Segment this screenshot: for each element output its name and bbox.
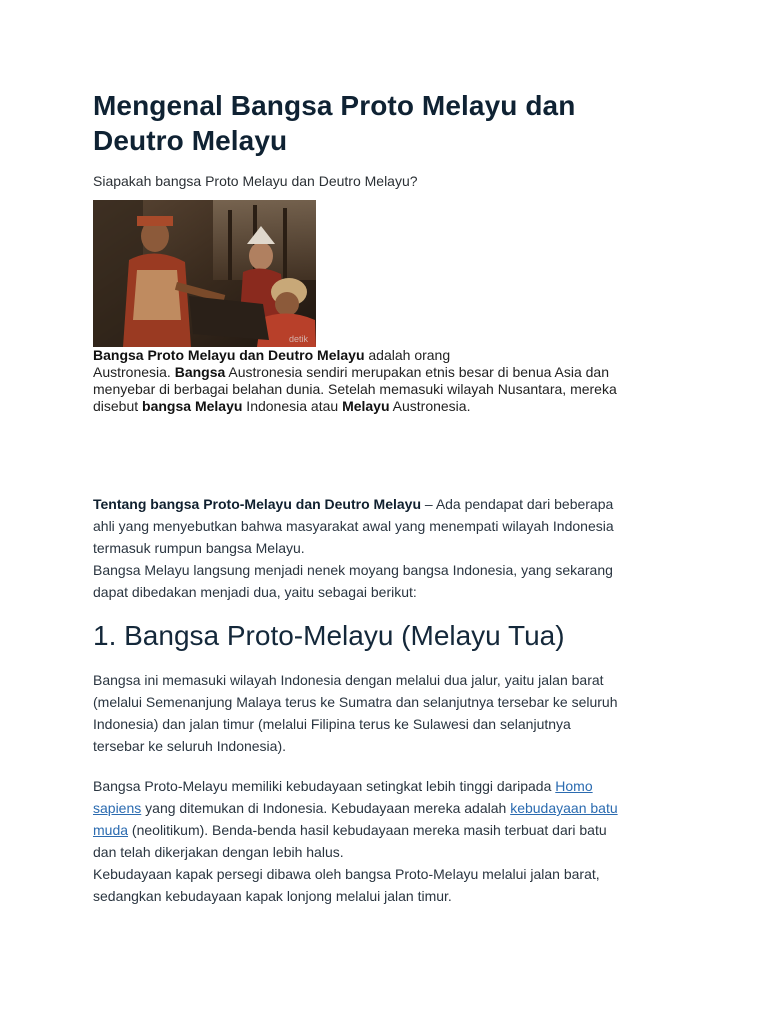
para1-line-2: (melalui Semenanjung Malaya terus ke Sumatra dan selanjutnya tersebar ke seluruh xyxy=(93,694,618,710)
para2-text-4: dan telah dikerjakan dengan lebih halus. xyxy=(93,844,344,860)
section-about xyxy=(93,493,683,603)
kebudayaan-batu-muda-link[interactable]: kebudayaan batu xyxy=(510,800,618,816)
section-about-line-2: ahli yang menyebutkan bahwa masyarakat awal yang menempati wilayah Indonesia xyxy=(93,518,614,534)
intro-text-6: Indonesia atau xyxy=(242,398,343,414)
people-photo-icon xyxy=(93,200,316,347)
page-title xyxy=(93,88,683,158)
intro-bold-4: Melayu xyxy=(342,398,390,414)
title-line-2: Deutro Melayu xyxy=(93,125,288,156)
intro-text-2: Austronesia. xyxy=(93,364,175,380)
para1-line-1: Bangsa ini memasuki wilayah Indonesia dengan melalui dua jalur, yaitu jalan barat xyxy=(93,672,604,688)
intro-text-1: adalah orang xyxy=(364,347,451,363)
intro-bold-3: bangsa Melayu xyxy=(142,398,243,414)
proto-melayu-body xyxy=(93,669,683,907)
proto-melayu-paragraph-1 xyxy=(93,669,683,757)
section-about-line-1: Ada pendapat dari beberapa xyxy=(435,496,614,512)
intro-paragraph xyxy=(93,347,683,415)
homo-sapiens-link-cont[interactable]: sapiens xyxy=(93,800,142,816)
article-subtitle: Siapakah bangsa Proto Melayu dan Deutro Melayu? xyxy=(93,173,418,189)
section-about-paragraph xyxy=(93,493,683,603)
section-about-line-5: dapat dibedakan menjadi dua, yaitu sebagai berikut: xyxy=(93,584,417,600)
para2-text-5: Kebudayaan kapak persegi dibawa oleh bangsa Proto-Melayu melalui jalan barat, xyxy=(93,866,600,882)
para2-text-6: sedangkan kebudayaan kapak lonjong melalui jalan timur. xyxy=(93,888,452,904)
homo-sapiens-link[interactable]: Homo xyxy=(555,778,593,794)
intro-bold-1: Bangsa Proto Melayu dan Deutro Melayu xyxy=(93,347,365,363)
para2-text-2: yang ditemukan di Indonesia. Kebudayaan mereka adalah xyxy=(141,800,511,816)
section-about-line-4: Bangsa Melayu langsung menjadi nenek moyang bangsa Indonesia, yang sekarang xyxy=(93,562,613,578)
para2-text-3: (neolitikum). Benda-benda hasil kebudayaan mereka masih terbuat dari batu xyxy=(128,822,607,838)
kebudayaan-batu-muda-link-cont[interactable]: muda xyxy=(93,822,129,838)
intro-text-3: Austronesia sendiri merupakan etnis besar di benua Asia dan xyxy=(225,364,609,380)
article-photo xyxy=(93,200,316,347)
para1-line-4: tersebar ke seluruh Indonesia). xyxy=(93,738,286,754)
intro-bold-2: Bangsa xyxy=(174,364,226,380)
section-heading-proto-melayu: 1. Bangsa Proto-Melayu (Melayu Tua) xyxy=(93,620,565,651)
para1-line-3: Indonesia) dan jalan timur (melalui Filipina terus ke Sulawesi dan selanjutnya xyxy=(93,716,571,732)
section-about-bold: Tentang bangsa Proto-Melayu dan Deutro Melayu xyxy=(93,496,422,512)
intro-text-4: menyebar di berbagai belahan dunia. Setelah memasuki wilayah Nusantara, mereka xyxy=(93,381,617,397)
section-about-line-3: termasuk rumpun bangsa Melayu. xyxy=(93,540,305,556)
para2-text-1: Bangsa Proto-Melayu memiliki kebudayaan setingkat lebih tinggi daripada xyxy=(93,778,556,794)
photo-watermark: detik xyxy=(289,334,309,344)
intro-text-7: Austronesia. xyxy=(389,398,471,414)
article xyxy=(93,88,683,907)
section-about-dash: – xyxy=(421,496,436,512)
title-line-1: Mengenal Bangsa Proto Melayu dan xyxy=(93,90,576,121)
intro-text-5: disebut xyxy=(93,398,143,414)
proto-melayu-paragraph-2 xyxy=(93,775,683,907)
